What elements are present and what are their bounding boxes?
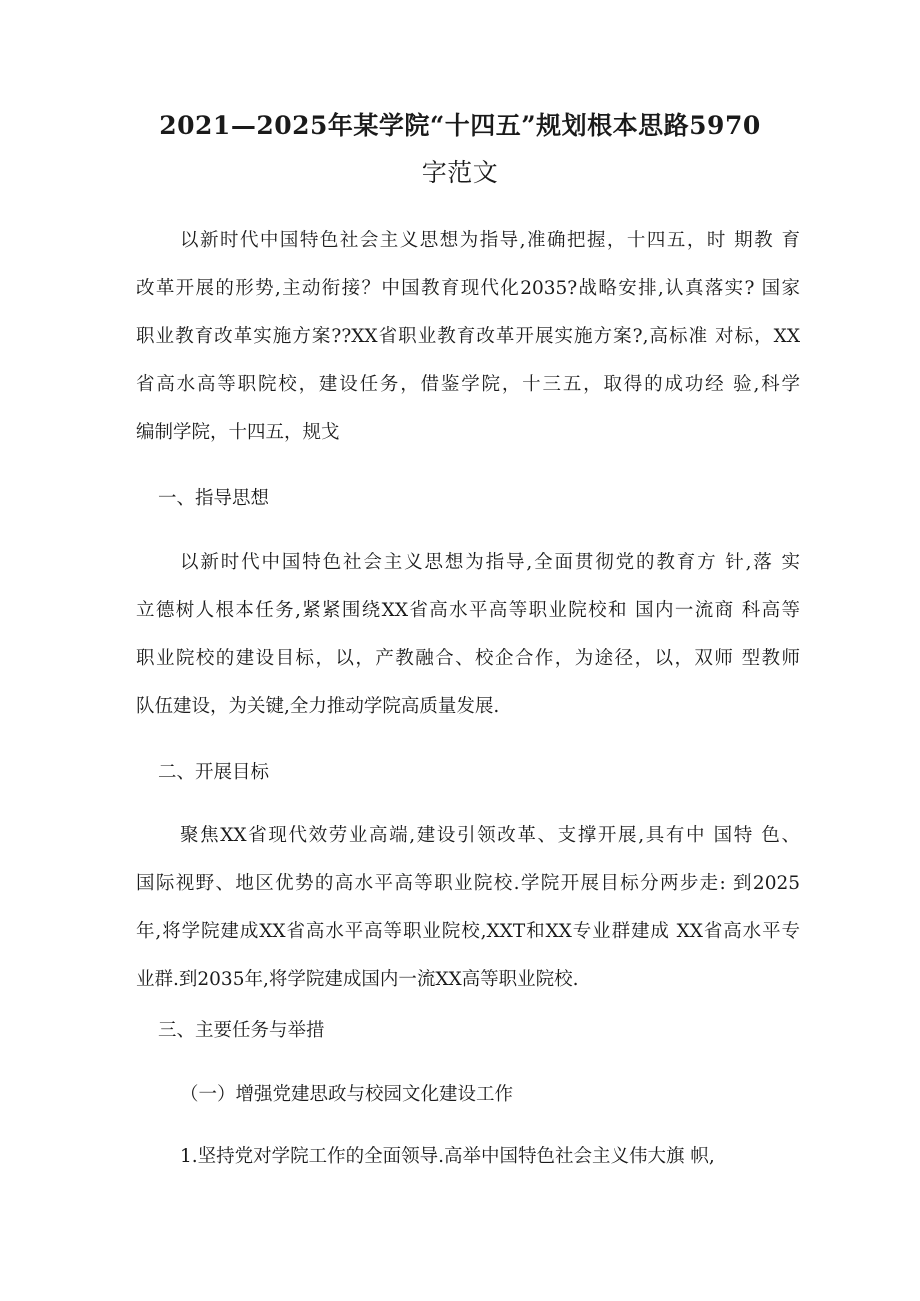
- paragraph-line: 年,将学院建成XX省高水平高等职业院校,XXT和XX专业群建成 XX省高水平专: [136, 921, 800, 942]
- list-item: 1.坚持党对学院工作的全面领导.高举中国特色社会主义伟大旗 帜,: [180, 1146, 715, 1167]
- intro-line: 职业教育改革实施方案??XX省职业教育改革开展实施方案?,高标准 对标，XX: [136, 326, 800, 347]
- paragraph-line: 立德树人根本任务,紧紧围绕XX省高水平高等职业院校和 国内一流商 科高等: [136, 600, 800, 621]
- document-title-line-1: 2021—2025年某学院“十四五”规划根本思路5970: [159, 111, 761, 140]
- section-heading: 一、指导思想: [158, 488, 270, 509]
- document-title-line-2: 字范文: [421, 158, 499, 187]
- paragraph-line: 国际视野、地区优势的高水平高等职业院校.学院开展目标分两步走: 到2025: [136, 873, 800, 894]
- paragraph-line: 职业院校的建设目标，以，产教融合、校企合作，为途径，以，双师 型教师: [136, 648, 800, 669]
- subsection-heading: （一）增强党建思政与校园文化建设工作: [180, 1084, 514, 1105]
- section-heading: 三、主要任务与举措: [158, 1020, 325, 1041]
- intro-line: 省高水高等职院校，建设任务，借鉴学院，十三五，取得的成功经 验,科学: [136, 374, 800, 395]
- paragraph-line: 以新时代中国特色社会主义思想为指导,全面贯彻党的教育方 针,落 实: [180, 552, 800, 573]
- paragraph-line: 业群.到2035年,将学院建成国内一流XX高等职业院校.: [136, 969, 579, 990]
- intro-line: 改革开展的形势,主动衔接？中国教育现代化2035?战略安排,认真落实? 国家: [136, 278, 800, 299]
- section-heading: 二、开展目标: [158, 762, 270, 783]
- paragraph-line: 聚焦XX省现代效劳业高端,建设引领改革、支撑开展,具有中 国特 色、: [180, 825, 800, 846]
- paragraph-line: 队伍建设，为关键,全力推动学院高质量发展.: [136, 696, 500, 717]
- intro-line: 以新时代中国特色社会主义思想为指导,准确把握，十四五，时 期教 育: [180, 230, 800, 251]
- intro-line: 编制学院，十四五，规戈: [136, 422, 340, 443]
